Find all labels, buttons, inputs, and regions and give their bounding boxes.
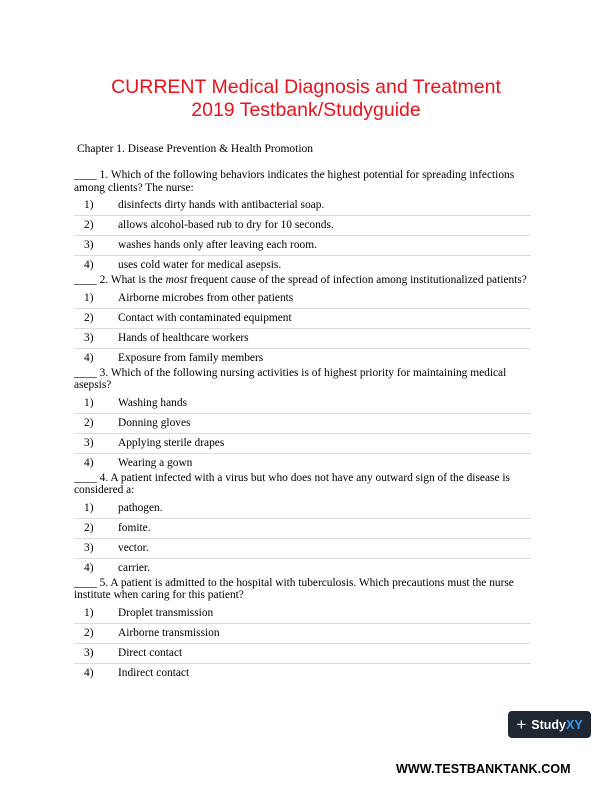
- question-stem: [74, 169, 531, 194]
- question-number: 1.: [99, 169, 109, 181]
- option-text: Contact with contaminated equipment: [118, 311, 292, 324]
- option-list: [74, 394, 531, 472]
- option-item: [74, 414, 531, 434]
- question-text: Which of the following nursing activities is of highest priority for maintaining medical asepsis?: [74, 366, 507, 391]
- option-item: [74, 216, 531, 236]
- option-number: 2): [84, 521, 94, 534]
- answer-blank: ____: [74, 366, 97, 379]
- option-number: 2): [84, 626, 94, 639]
- answer-blank: ____: [74, 471, 97, 484]
- question-text-after: frequent cause of the spread of infection among institutionalized patients?: [189, 274, 527, 286]
- option-list: [74, 604, 531, 682]
- option-number: 3): [84, 331, 94, 344]
- option-text: Hands of healthcare workers: [118, 331, 249, 344]
- question-stem: [74, 472, 531, 497]
- question-text-emphasis: most: [165, 274, 188, 286]
- question-1: [74, 169, 531, 274]
- option-number: 2): [84, 311, 94, 324]
- option-number: 1): [84, 291, 94, 304]
- option-text: uses cold water for medical asepsis.: [118, 259, 282, 271]
- option-item: [74, 394, 531, 414]
- option-number: 2): [84, 416, 94, 429]
- option-item: [74, 309, 531, 329]
- option-list: [74, 289, 531, 367]
- question-list: [74, 169, 531, 682]
- option-item: [74, 349, 531, 367]
- option-item: [74, 644, 531, 664]
- option-list: [74, 196, 531, 274]
- question-text: Which of the following behaviors indicates the highest potential for spreading infections among clients? The nurse:: [74, 169, 515, 194]
- option-item: [74, 454, 531, 472]
- title-line-2: 2019 Testbank/Studyguide: [191, 99, 421, 121]
- option-item: [74, 539, 531, 559]
- plus-icon: +: [516, 715, 527, 734]
- question-3: [74, 367, 531, 472]
- option-item: [74, 236, 531, 256]
- question-stem: [74, 367, 531, 392]
- question-2: [74, 274, 531, 367]
- option-text: Wearing a gown: [118, 456, 193, 469]
- question-5: [74, 577, 531, 682]
- option-text: Applying sterile drapes: [118, 436, 225, 449]
- question-text: A patient is admitted to the hospital with tuberculosis. Which precautions must the nurse institute when caring for this patient?: [74, 576, 514, 601]
- chapter-heading: Chapter 1. Disease Prevention & Health Promotion: [77, 143, 314, 155]
- question-number: 2.: [99, 274, 109, 286]
- option-number: 4): [84, 561, 94, 574]
- option-text: Airborne microbes from other patients: [118, 291, 294, 304]
- option-item: [74, 196, 531, 216]
- option-text: carrier.: [118, 561, 150, 574]
- question-text-before: What is the: [110, 274, 163, 286]
- option-text: washes hands only after leaving each room.: [118, 239, 317, 251]
- brand-text: Study: [531, 717, 566, 732]
- option-text: Exposure from family members: [118, 351, 264, 364]
- option-text: Donning gloves: [118, 416, 191, 429]
- question-number: 4.: [99, 471, 109, 484]
- option-item: [74, 664, 531, 682]
- question-4: [74, 472, 531, 577]
- option-text: allows alcohol-based rub to dry for 10 seconds.: [118, 219, 334, 231]
- question-stem: [74, 577, 531, 602]
- website-url[interactable]: WWW.TESTBANKTANK.COM: [396, 762, 571, 776]
- studyxy-logo-text: [531, 718, 582, 732]
- question-number: 3.: [99, 366, 109, 379]
- option-text: pathogen.: [118, 501, 163, 514]
- option-text: Droplet transmission: [118, 606, 214, 619]
- option-number: 2): [84, 219, 94, 231]
- answer-blank: ____: [74, 169, 97, 181]
- document-title: [0, 76, 612, 122]
- brand-accent-text: XY: [565, 717, 583, 732]
- option-item: [74, 604, 531, 624]
- option-number: 4): [84, 351, 94, 364]
- studyxy-badge[interactable]: [508, 711, 591, 738]
- question-stem: [74, 274, 531, 287]
- answer-blank: ____: [74, 274, 97, 286]
- option-item: [74, 519, 531, 539]
- option-number: 3): [84, 239, 94, 251]
- option-number: 4): [84, 259, 94, 271]
- option-number: 4): [84, 456, 94, 469]
- option-text: Direct contact: [118, 646, 183, 659]
- option-text: Indirect contact: [118, 666, 190, 679]
- option-number: 1): [84, 396, 94, 409]
- option-item: [74, 624, 531, 644]
- option-text: Washing hands: [118, 396, 187, 409]
- title-line-1: CURRENT Medical Diagnosis and Treatment: [111, 76, 501, 98]
- question-number: 5.: [99, 576, 109, 589]
- question-text: A patient infected with a virus but who does not have any outward sign of the disease is considered a:: [74, 471, 510, 496]
- option-item: [74, 256, 531, 274]
- option-item: [74, 329, 531, 349]
- option-text: fomite.: [118, 521, 151, 534]
- option-item: [74, 434, 531, 454]
- option-item: [74, 559, 531, 577]
- option-text: Airborne transmission: [118, 626, 220, 639]
- option-list: [74, 499, 531, 577]
- option-item: [74, 289, 531, 309]
- option-number: 1): [84, 199, 94, 211]
- option-number: 4): [84, 666, 94, 679]
- answer-blank: ____: [74, 576, 97, 589]
- option-number: 1): [84, 501, 94, 514]
- option-item: [74, 499, 531, 519]
- option-text: vector.: [118, 541, 149, 554]
- option-number: 3): [84, 436, 94, 449]
- option-number: 1): [84, 606, 94, 619]
- option-number: 3): [84, 541, 94, 554]
- option-text: disinfects dirty hands with antibacterial soap.: [118, 199, 325, 211]
- option-number: 3): [84, 646, 94, 659]
